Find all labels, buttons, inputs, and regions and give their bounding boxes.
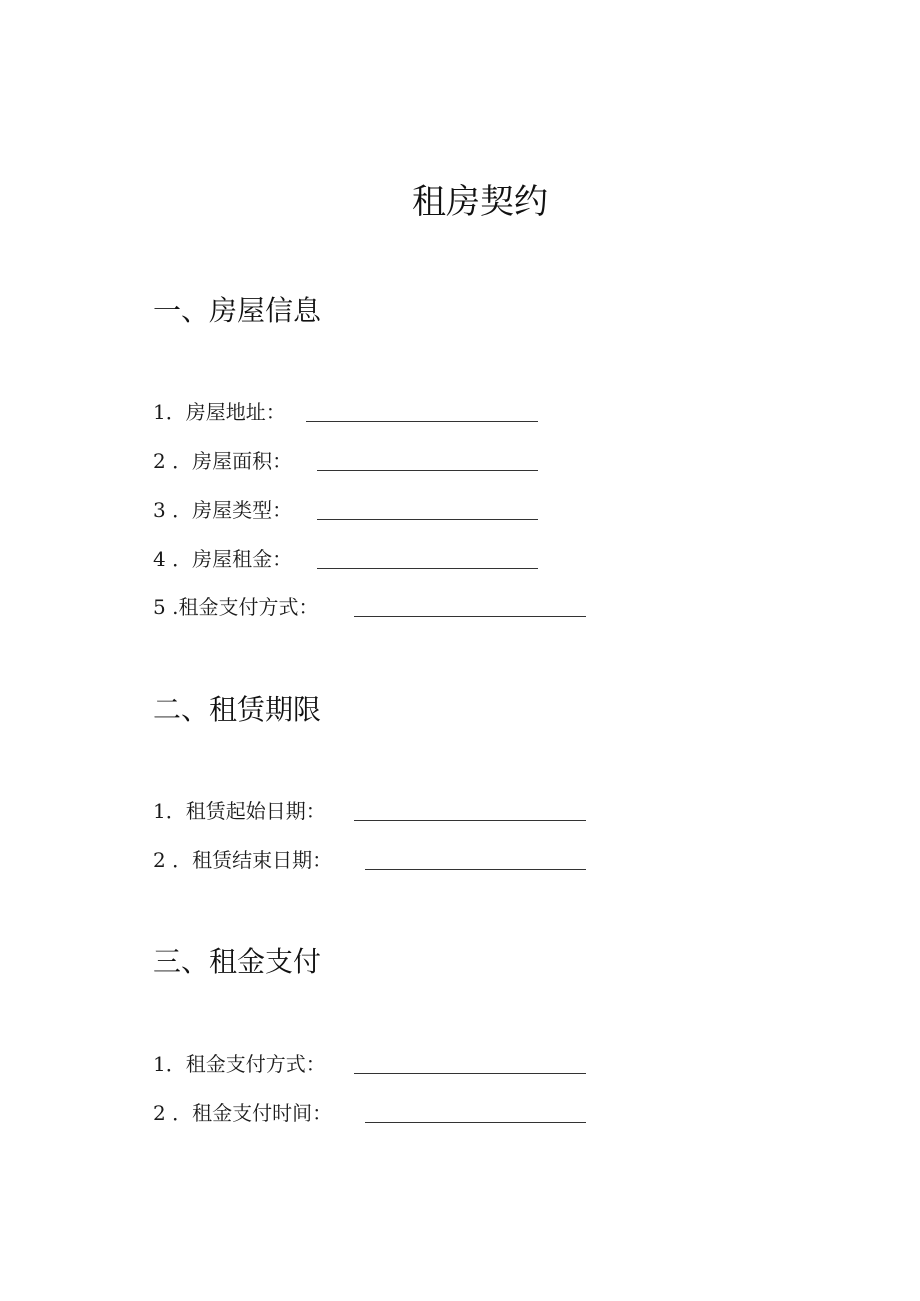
fill-in-blank-line[interactable] bbox=[354, 616, 586, 617]
field-property-type bbox=[153, 495, 553, 525]
fill-in-blank-line[interactable] bbox=[306, 421, 538, 422]
field-label: 4 ．房屋租金： bbox=[153, 547, 293, 571]
field-rent-payment-method-2 bbox=[153, 1049, 603, 1079]
field-property-address bbox=[153, 397, 553, 427]
field-lease-start-date bbox=[153, 796, 603, 826]
fill-in-blank-line[interactable] bbox=[317, 568, 538, 569]
fill-in-blank-line[interactable] bbox=[317, 519, 538, 520]
field-property-area bbox=[153, 446, 553, 476]
fill-in-blank-line[interactable] bbox=[317, 470, 538, 471]
field-rent-payment-method bbox=[153, 592, 603, 622]
field-label: 2 ．租金支付时间： bbox=[153, 1101, 333, 1125]
field-label: 3 ．房屋类型： bbox=[153, 498, 293, 522]
field-label: 1．房屋地址： bbox=[153, 400, 286, 424]
field-label: 1．租赁起始日期： bbox=[153, 799, 326, 823]
fill-in-blank-line[interactable] bbox=[354, 820, 586, 821]
fill-in-blank-line[interactable] bbox=[354, 1073, 586, 1074]
field-label: 2 ．房屋面积： bbox=[153, 449, 293, 473]
field-label: 2 ．租赁结束日期： bbox=[153, 848, 333, 872]
fill-in-blank-line[interactable] bbox=[365, 869, 586, 870]
field-rent-payment-time bbox=[153, 1098, 603, 1128]
section-heading-rent-payment: 三、租金支付 bbox=[153, 945, 322, 978]
field-label: 5 .租金支付方式： bbox=[153, 595, 319, 619]
field-property-rent bbox=[153, 544, 553, 574]
section-heading-property-info: 一、房屋信息 bbox=[153, 294, 322, 327]
field-lease-end-date bbox=[153, 845, 603, 875]
field-label: 1．租金支付方式： bbox=[153, 1052, 326, 1076]
fill-in-blank-line[interactable] bbox=[365, 1122, 586, 1123]
section-heading-lease-term: 二、租赁期限 bbox=[153, 693, 322, 726]
document-title: 租房契约 bbox=[412, 182, 548, 222]
